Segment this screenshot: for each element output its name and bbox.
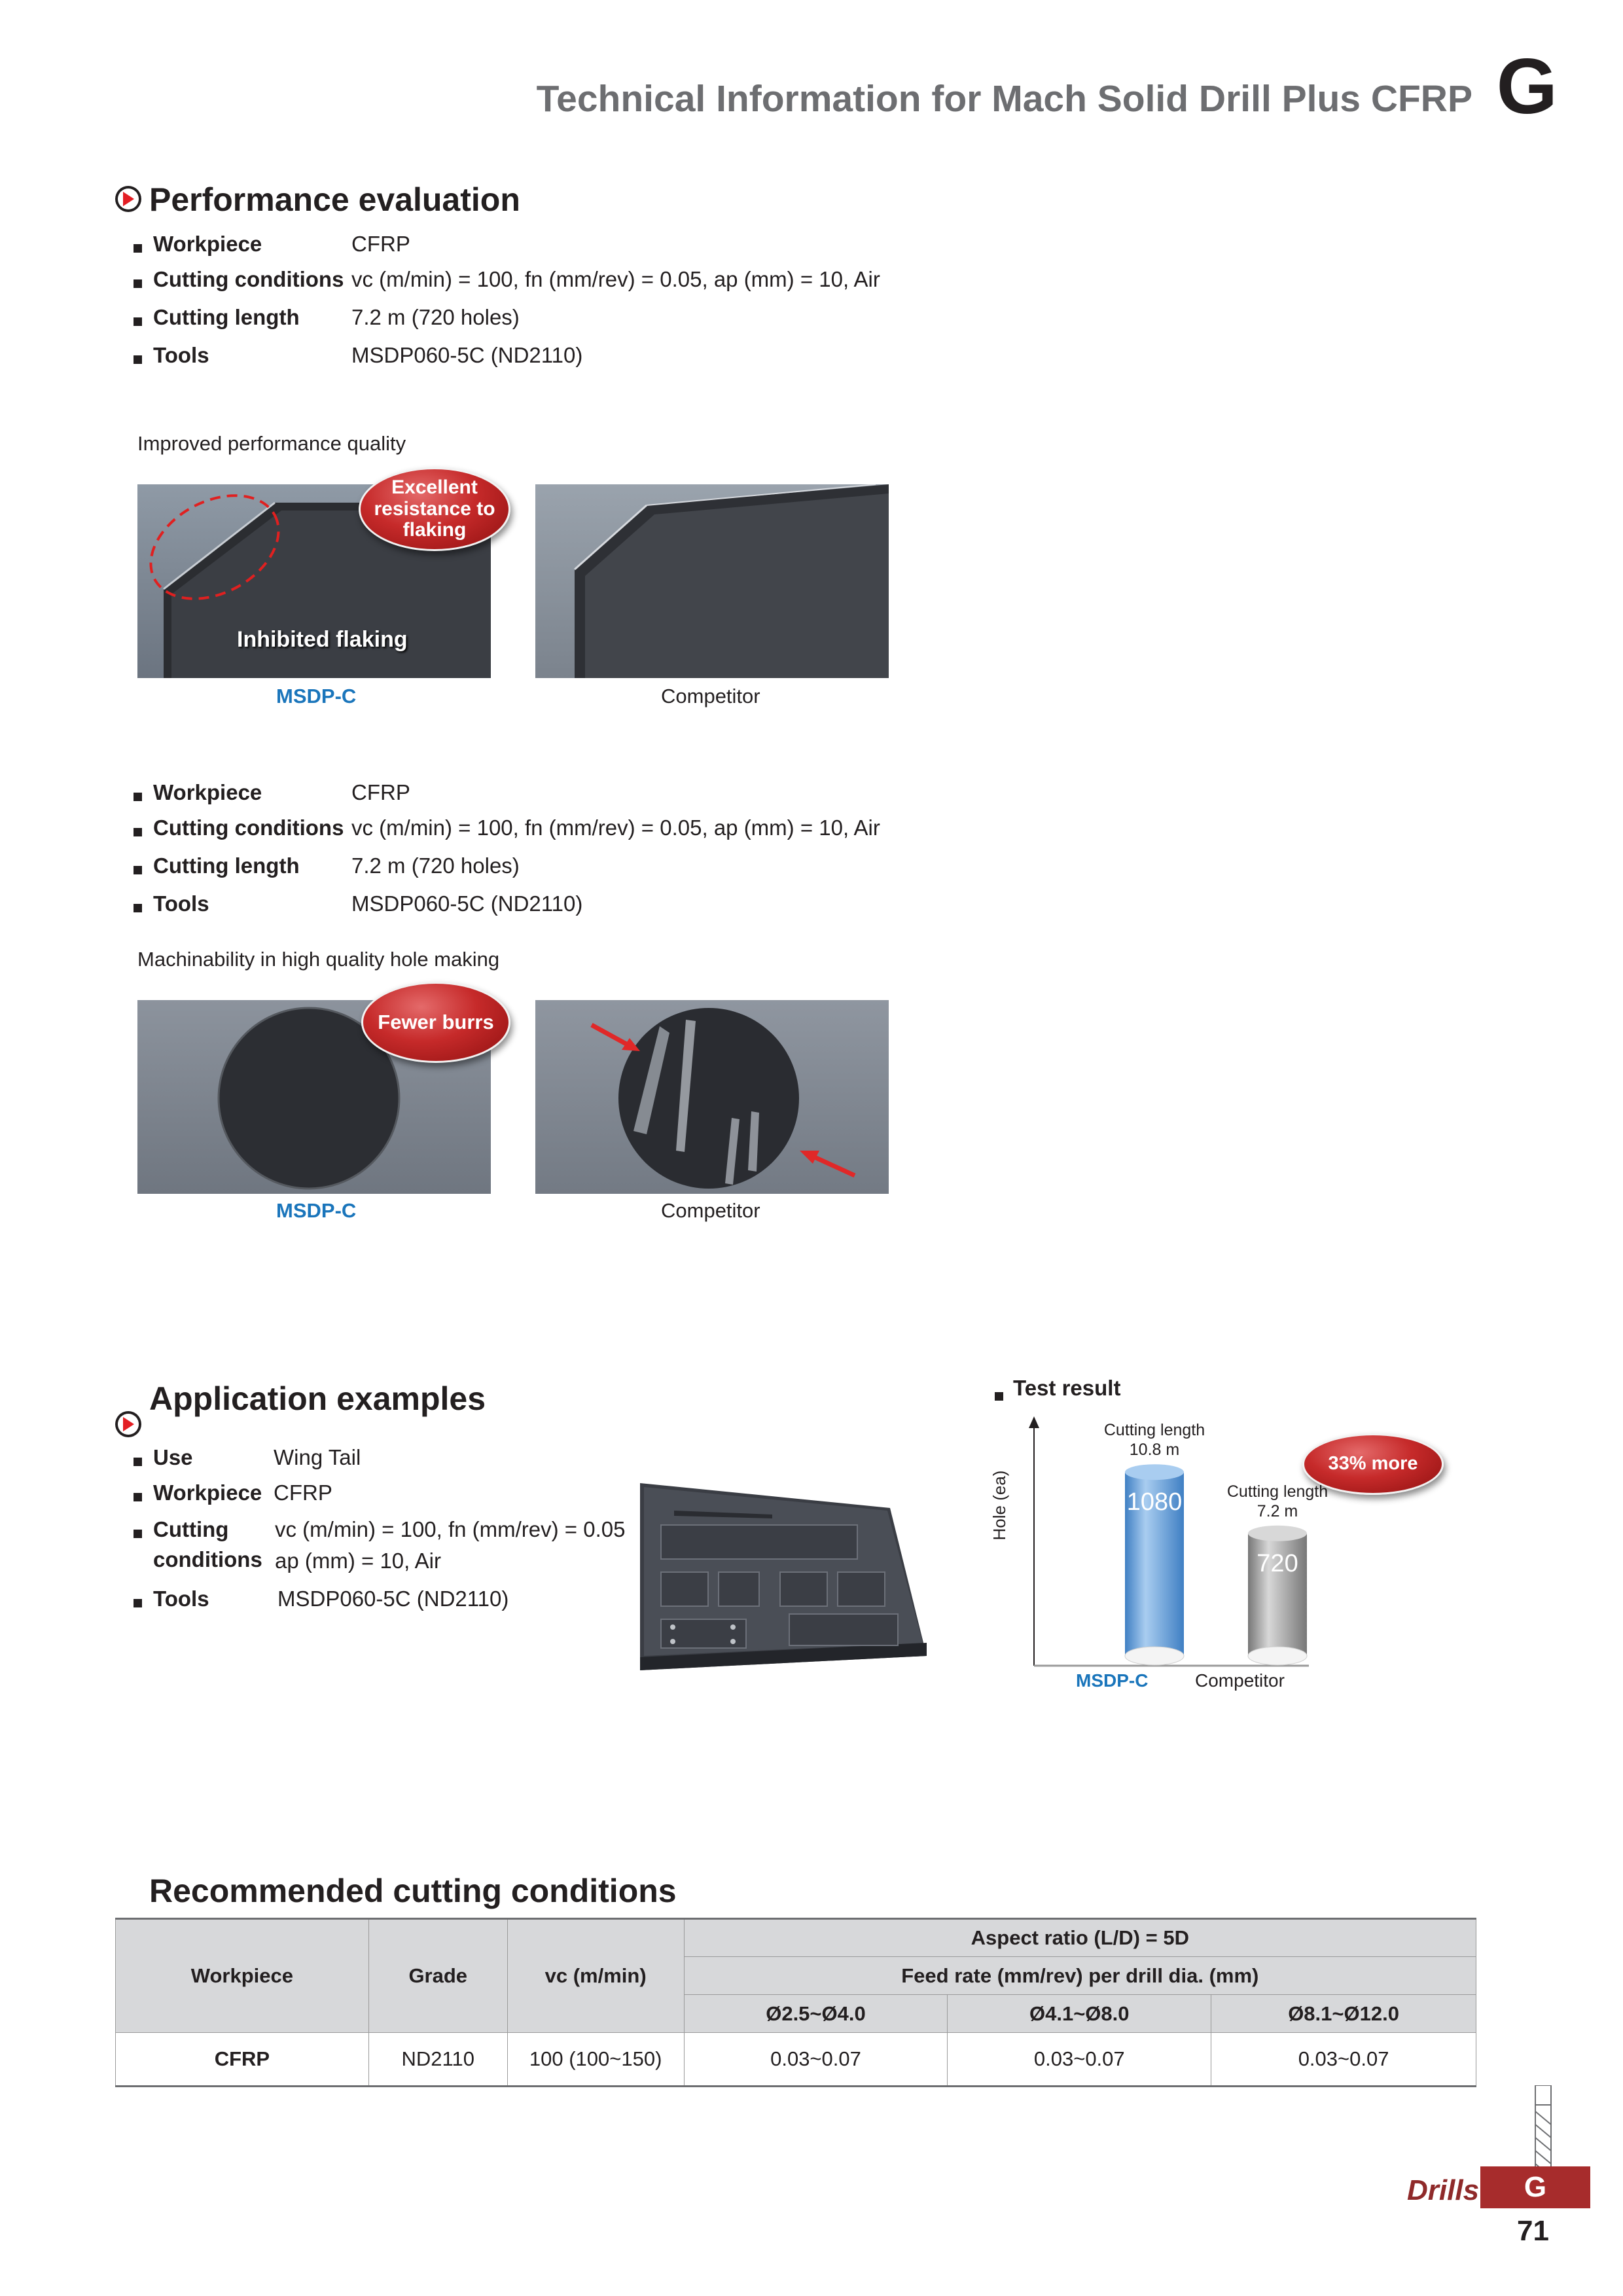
bullet-icon <box>134 1530 142 1538</box>
spec-row <box>134 1483 142 1505</box>
spec-value: 7.2 m (720 holes) <box>351 853 520 878</box>
spec-value: vc (m/min) = 100, fn (mm/rev) = 0.05, ap (mm) = 10, Air <box>351 816 880 840</box>
wing-tail-part-image <box>635 1479 929 1676</box>
header-grade: Grade <box>368 1919 507 2033</box>
spec-row <box>134 783 142 804</box>
bubble-excellent-resistance: Excellent resistance to flaking <box>359 467 510 551</box>
bubble-fewer-burrs: Fewer burrs <box>361 982 510 1063</box>
spec-label: Tools <box>153 891 209 916</box>
test-result-bullet <box>995 1382 1003 1404</box>
label-msdp-c: MSDP-C <box>276 1199 357 1222</box>
page-header-title: Technical Information for Mach Solid Drill Plus CFRP <box>536 78 1472 120</box>
bullet-icon <box>134 1493 142 1501</box>
footer-section-letter: G <box>1480 2166 1590 2208</box>
spec-label: Tools <box>153 343 209 367</box>
page-number: 71 <box>1517 2215 1549 2247</box>
footer-category: Drills <box>1407 2174 1480 2206</box>
cell-feed-1: 0.03~0.07 <box>684 2033 948 2087</box>
bullet-icon <box>134 828 142 836</box>
bar-annotation-competitor: Cutting length <box>1226 1482 1329 1501</box>
header-workpiece: Workpiece <box>116 1919 369 2033</box>
bar-value-competitor: 720 <box>1257 1549 1298 1577</box>
spec-label: conditions <box>153 1547 262 1571</box>
cell-feed-2: 0.03~0.07 <box>948 2033 1211 2087</box>
spec-label: Workpiece <box>153 232 262 256</box>
recommended-title: Recommended cutting conditions <box>149 1873 677 1909</box>
spec-label: Workpiece <box>153 1480 262 1505</box>
bullet-icon <box>134 904 142 912</box>
spec-label: Cutting length <box>153 853 300 878</box>
spec-label: Cutting length <box>153 305 300 329</box>
bullet-icon <box>995 1392 1003 1401</box>
chart-category-competitor: Competitor <box>1195 1670 1285 1691</box>
header-dia-3: Ø8.1~Ø12.0 <box>1211 1995 1476 2033</box>
header-dia-2: Ø4.1~Ø8.0 <box>948 1995 1211 2033</box>
bullet-icon <box>134 1458 142 1466</box>
spec-row <box>134 856 142 878</box>
cell-feed-3: 0.03~0.07 <box>1211 2033 1476 2087</box>
header-feed-rate: Feed rate (mm/rev) per drill dia. (mm) <box>684 1957 1476 1995</box>
section-arrow-icon <box>115 1411 141 1437</box>
spec-label: Workpiece <box>153 780 262 804</box>
spec-row <box>134 270 142 291</box>
label-competitor: Competitor <box>661 685 760 708</box>
section-letter: G <box>1496 43 1558 130</box>
bullet-icon <box>134 866 142 874</box>
overlay-inhibited-flaking: Inhibited flaking <box>237 627 408 652</box>
spec-value: CFRP <box>351 780 410 804</box>
section-arrow-icon <box>115 186 141 212</box>
spec-label: Cutting <box>153 1517 229 1541</box>
spec-value: MSDP060-5C (ND2110) <box>351 891 583 916</box>
recommended-conditions-table <box>115 1918 1476 2087</box>
application-title: Application examples <box>149 1380 486 1417</box>
spec-row <box>134 1589 142 1611</box>
test-result-title: Test result <box>1013 1376 1121 1400</box>
header-aspect-ratio: Aspect ratio (L/D) = 5D <box>684 1919 1476 1957</box>
bullet-icon <box>134 355 142 364</box>
spec-value: 7.2 m (720 holes) <box>351 305 520 329</box>
bar-annotation-msdp-c: Cutting length <box>1103 1421 1205 1440</box>
spec-row <box>134 1448 142 1469</box>
photo-competitor-edge <box>535 484 889 678</box>
spec-label: Cutting conditions <box>153 267 344 291</box>
bar-base-competitor <box>1248 1647 1307 1665</box>
performance-title: Performance evaluation <box>149 181 520 218</box>
photo-competitor-hole <box>535 1000 889 1194</box>
spec-value: MSDP060-5C (ND2110) <box>351 343 583 367</box>
chart-category-msdp-c: MSDP-C <box>1076 1670 1149 1691</box>
spec-row <box>134 894 142 916</box>
caption-improved-quality: Improved performance quality <box>137 432 406 455</box>
spec-row <box>134 346 142 367</box>
spec-label: Cutting conditions <box>153 816 344 840</box>
bullet-icon <box>134 793 142 801</box>
spec-row <box>134 308 142 329</box>
spec-value: MSDP060-5C (ND2110) <box>277 1587 509 1611</box>
label-msdp-c: MSDP-C <box>276 685 357 708</box>
bullet-icon <box>134 244 142 253</box>
bar-value-msdp-c: 1080 <box>1126 1488 1183 1516</box>
cell-workpiece: CFRP <box>116 2033 369 2087</box>
header-vc: vc (m/min) <box>507 1919 684 2033</box>
spec-row <box>134 818 142 840</box>
spec-row <box>134 234 142 256</box>
bar-annotation-length-competitor: 7.2 m <box>1257 1501 1298 1520</box>
label-competitor: Competitor <box>661 1199 760 1222</box>
bullet-icon <box>134 279 142 288</box>
bullet-icon <box>134 1599 142 1607</box>
bar-base-msdp-c <box>1125 1647 1184 1665</box>
spec-value: Wing Tail <box>274 1445 361 1469</box>
bar-annotation-length-msdp-c: 10.8 m <box>1129 1441 1180 1460</box>
bullet-icon <box>134 317 142 326</box>
bubble-33-more: 33% more <box>1302 1433 1444 1495</box>
spec-value: vc (m/min) = 100, fn (mm/rev) = 0.05 <box>275 1517 626 1541</box>
spec-value: vc (m/min) = 100, fn (mm/rev) = 0.05, ap (mm) = 10, Air <box>351 267 880 291</box>
caption-hole-quality: Machinability in high quality hole making <box>137 948 500 971</box>
header-dia-1: Ø2.5~Ø4.0 <box>684 1995 948 2033</box>
spec-label: Use <box>153 1445 193 1469</box>
chart-ylabel: Hole (ea) <box>990 1470 1009 1541</box>
bar-cap-msdp-c <box>1125 1464 1184 1480</box>
spec-value: CFRP <box>274 1480 332 1505</box>
cell-grade: ND2110 <box>368 2033 507 2087</box>
spec-row <box>134 1520 142 1541</box>
spec-value: ap (mm) = 10, Air <box>275 1549 441 1573</box>
spec-value: CFRP <box>351 232 410 256</box>
spec-label: Tools <box>153 1587 209 1611</box>
bar-cap-competitor <box>1248 1526 1307 1541</box>
cell-vc: 100 (100~150) <box>507 2033 684 2087</box>
chart-y-axis-arrow <box>1029 1416 1039 1428</box>
